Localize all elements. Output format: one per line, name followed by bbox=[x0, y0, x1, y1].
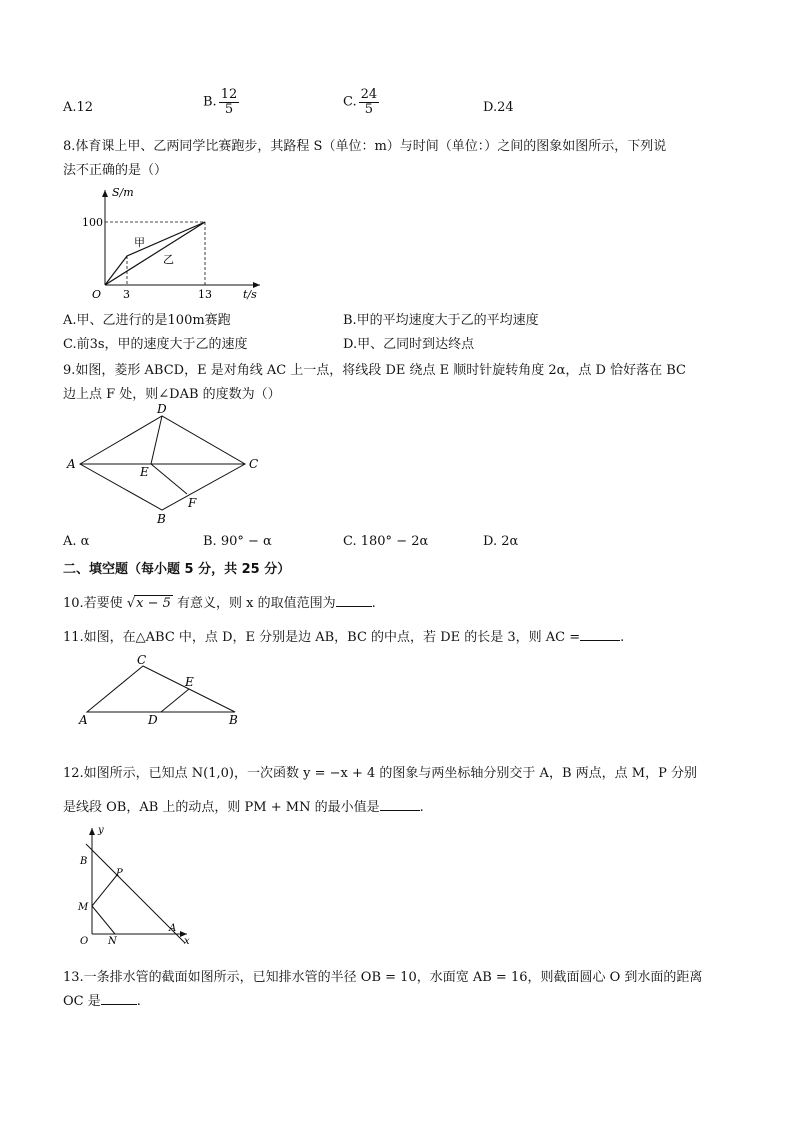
q8-graph-ytick-100: 100 bbox=[82, 216, 103, 229]
q7-option-a: A.12 bbox=[63, 100, 94, 115]
q9-label-b: B bbox=[157, 512, 166, 526]
q7-option-c bbox=[343, 88, 379, 116]
q7-option-b-denominator: 5 bbox=[224, 101, 234, 117]
q8-graph-xtick-13: 13 bbox=[198, 288, 212, 301]
section-fill-in-title: 二、填空题（每小题 5 分，共 25 分） bbox=[63, 562, 291, 577]
q11-label-c: C bbox=[137, 653, 147, 667]
q12-stem-line2 bbox=[63, 796, 424, 815]
q7-option-b bbox=[203, 88, 239, 116]
q9-option-d: D. 2α bbox=[483, 534, 519, 549]
q12-label-m: M bbox=[78, 902, 89, 913]
q11-triangle-figure bbox=[75, 652, 255, 730]
q13-answer-blank bbox=[101, 992, 137, 1005]
q12-answer-blank bbox=[380, 798, 420, 811]
q12-label-x: x bbox=[184, 936, 190, 947]
q12-label-a: A bbox=[169, 923, 177, 934]
q12-text: 是线段 OB，AB 上的动点，则 PM + MN 的最小值是 bbox=[63, 800, 380, 815]
q7-option-c-fraction bbox=[359, 88, 380, 116]
q12-coordinate-figure bbox=[75, 822, 200, 950]
q10-end: . bbox=[371, 596, 376, 611]
q13-stem-line2 bbox=[63, 990, 141, 1009]
q7-option-c-prefix: C. bbox=[343, 94, 357, 110]
q9-rhombus-figure bbox=[60, 400, 270, 528]
q7-option-c-numerator: 24 bbox=[360, 87, 378, 102]
q12-label-y: y bbox=[98, 825, 104, 836]
q8-option-c: C.前3s，甲的速度大于乙的速度 bbox=[63, 337, 248, 352]
q11-label-b: B bbox=[229, 713, 238, 727]
q8-graph-ylabel: S/m bbox=[112, 186, 134, 199]
q10-suffix: 有意义，则 x 的取值范围为 bbox=[177, 596, 336, 611]
q9-option-c: C. 180° − 2α bbox=[343, 534, 429, 549]
q10-sqrt-sign: √ bbox=[126, 596, 136, 611]
q9-option-a: A. α bbox=[63, 534, 90, 549]
q9-label-c: C bbox=[249, 457, 259, 471]
q8-option-b: B.甲的平均速度大于乙的平均速度 bbox=[343, 313, 539, 328]
q12-end: . bbox=[419, 800, 424, 815]
q9-label-e: E bbox=[140, 465, 149, 479]
q9-label-d: D bbox=[157, 402, 167, 416]
q11-label-a: A bbox=[79, 713, 88, 727]
q13-end: . bbox=[136, 994, 141, 1009]
q9-option-b: B. 90° − α bbox=[203, 534, 272, 549]
q13-stem-line1: 13.一条排水管的截面如图所示，已知排水管的半径 OB = 10，水面宽 AB = 16，则截面圆心 O 到水面的距离 bbox=[63, 970, 703, 985]
q9-stem-line1: 9.如图，菱形 ABCD，E 是对角线 AC 上一点，将线段 DE 绕点 E 顺时针旋转角度 2α，点 D 恰好落在 BC bbox=[63, 363, 686, 378]
q10-prefix: 10.若要使 bbox=[63, 596, 123, 611]
q10-stem bbox=[63, 592, 376, 611]
q7-option-b-numerator: 12 bbox=[220, 87, 238, 102]
q7-option-c-denominator: 5 bbox=[364, 101, 374, 117]
q8-stem-line2: 法不正确的是（） bbox=[63, 163, 168, 178]
q12-label-b: B bbox=[80, 856, 88, 867]
q7-option-b-prefix: B. bbox=[203, 94, 217, 110]
q11-text: 11.如图，在△ABC 中，点 D，E 分别是边 AB，BC 的中点，若 DE 的长是 3，则 AC = bbox=[63, 630, 581, 645]
q11-end: . bbox=[620, 630, 625, 645]
q8-graph-label-jia: 甲 bbox=[134, 236, 145, 249]
q11-answer-blank bbox=[580, 628, 620, 641]
q12-stem-line1: 12.如图所示，已知点 N(1,0)，一次函数 y = −x + 4 的图象与两坐标轴分别交于 A，B 两点，点 M，P 分别 bbox=[63, 766, 697, 781]
q11-label-d: D bbox=[148, 713, 158, 727]
q9-stem-line2: 边上点 F 处，则∠DAB 的度数为（） bbox=[63, 387, 281, 402]
q12-label-o: O bbox=[80, 936, 89, 947]
q8-distance-time-graph bbox=[80, 185, 280, 305]
q8-option-a: A.甲、乙进行的是100m赛跑 bbox=[63, 313, 231, 328]
q11-stem bbox=[63, 626, 624, 645]
q10-radicand: x − 5 bbox=[136, 596, 171, 611]
q9-label-a: A bbox=[67, 457, 76, 471]
q7-option-d: D.24 bbox=[483, 100, 514, 115]
q11-label-e: E bbox=[185, 675, 194, 689]
q8-graph-origin: O bbox=[92, 288, 102, 301]
q7-option-b-fraction bbox=[219, 88, 240, 116]
q9-label-f: F bbox=[188, 496, 197, 510]
q12-label-n: N bbox=[108, 936, 117, 947]
q8-graph-xtick-3: 3 bbox=[123, 288, 130, 301]
q12-label-p: P bbox=[116, 868, 123, 879]
q13-text: OC 是 bbox=[63, 994, 101, 1009]
q8-graph-xlabel: t/s bbox=[243, 288, 257, 301]
q8-graph-label-yi: 乙 bbox=[163, 253, 174, 266]
q10-answer-blank bbox=[336, 594, 372, 607]
q8-stem-line1: 8.体育课上甲、乙两同学比赛跑步，其路程 S（单位：m）与时间（单位：）之间的图象如图所示，下列说 bbox=[63, 139, 667, 154]
q8-option-d: D.甲、乙同时到达终点 bbox=[343, 337, 475, 352]
